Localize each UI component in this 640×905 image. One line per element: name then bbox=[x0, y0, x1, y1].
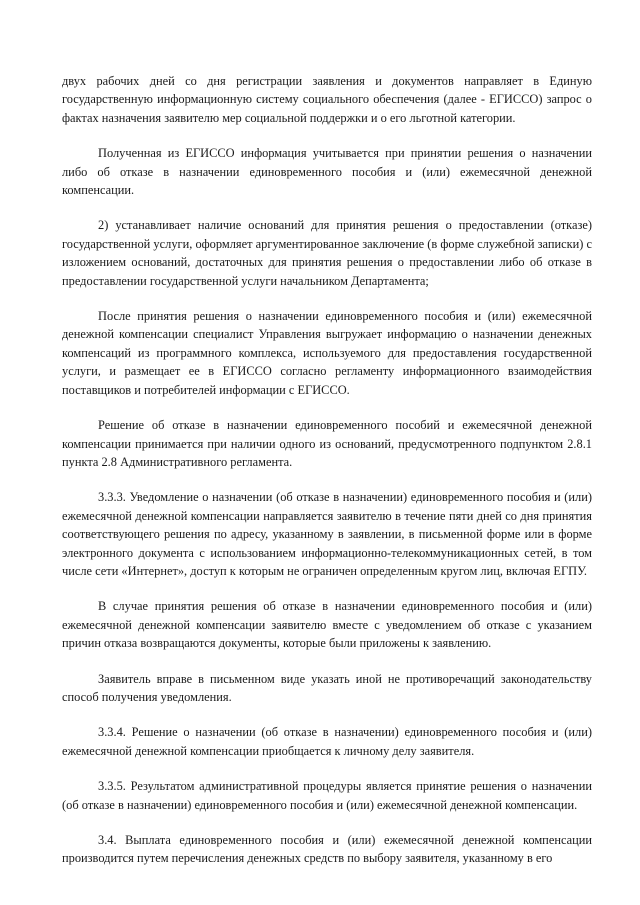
paragraph-3-3-4: 3.3.4. Решение о назначении (об отказе в назначении) единовременного пособия и (или) ежемесячной денежной компенсации приобщается к личному делу заявителя. bbox=[62, 725, 592, 758]
paragraph-egisso-info: Полученная из ЕГИССО информация учитывается при принятии решения о назначении либо об отказе в назначении единовременного пособия и (или) ежемесячной денежной компенсации. bbox=[62, 146, 592, 198]
document-body bbox=[62, 72, 592, 868]
paragraph-egisso-request: двух рабочих дней со дня регистрации заявления и документов направляет в Единую государственную информационную систему социального обеспечения (далее - ЕГИССО) запрос о фактах назначения заявителю мер социальной поддержки и о его льготной категории. bbox=[62, 74, 592, 125]
paragraph-grounds-check: 2) устанавливает наличие оснований для принятия решения о предоставлении (отказе) государственной услуги, оформляет аргументированное заключение (в форме служебной записки) с изложением оснований, достаточных для принятия решения о предоставлении либо об отказе в предоставлении государственной услуги начальником Департамента; bbox=[62, 218, 592, 288]
paragraph-after-decision: После принятия решения о назначении единовременного пособия и (или) ежемесячной денежной компенсации специалист Управления выгружает информацию о назначении денежных компенсаций из программного комплекса, используемого для предоставления государственной услуги, и размещает ее в ЕГИССО согласно регламенту информационного взаимодействия поставщиков и потребителей информации с ЕГИССО. bbox=[62, 309, 592, 397]
paragraph-refusal-documents: В случае принятия решения об отказе в назначении единовременного пособия и (или) ежемесячной денежной компенсации заявителю вместе с уведомлением об отказе с указанием причин отказа возвращаются документы, которые были приложены к заявлению. bbox=[62, 599, 592, 651]
paragraph-refusal-decision: Решение об отказе в назначении единовременного пособий и ежемесячной денежной компенсации принимается при наличии одного из оснований, предусмотренного подпунктом 2.8.1 пункта 2.8 Административного регламента. bbox=[62, 418, 592, 469]
paragraph-3-3-3: 3.3.3. Уведомление о назначении (об отказе в назначении) единовременного пособия и (или) ежемесячной денежной компенсации направляется заявителю в течение пяти дней со дня принятия соответствующего решения по адресу, указанному в заявлении, в письменной форме или в форме электронного документа с использованием информационно-телекоммуникационных сетей, в том числе сети «Интернет», доступ к которым не ограничен определенным кругом лиц, включая ЕГПУ. bbox=[62, 490, 592, 578]
paragraph-3-3-5: 3.3.5. Результатом административной процедуры является принятие решения о назначении (об отказе в назначении) единовременного пособия и (или) ежемесячной денежной компенсации. bbox=[62, 779, 592, 812]
paragraph-3-4: 3.4. Выплата единовременного пособия и (или) ежемесячной денежной компенсации производится путем перечисления денежных средств по выбору заявителя, указанному в его bbox=[62, 833, 592, 866]
paragraph-notification-method: Заявитель вправе в письменном виде указать иной не противоречащий законодательству способ получения уведомления. bbox=[62, 671, 592, 704]
